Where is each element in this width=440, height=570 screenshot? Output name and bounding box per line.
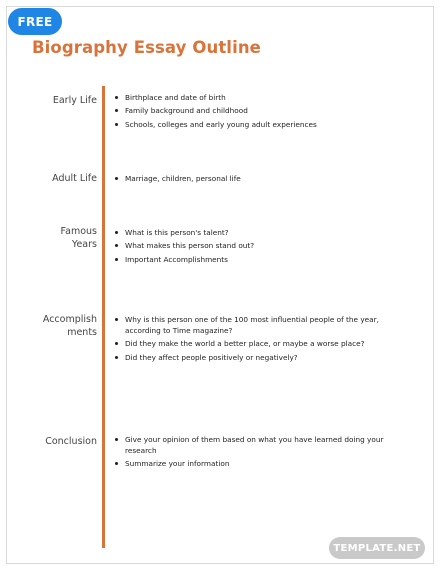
- list-item-text: Birthplace and date of birth: [125, 93, 226, 102]
- list-item: [115, 240, 400, 251]
- section-label-line: ments: [67, 327, 97, 338]
- section-label-line: Years: [71, 239, 97, 250]
- list-item-text: Schools, colleges and early young adult experiences: [125, 119, 317, 129]
- section-label-line: Early Life: [52, 95, 97, 106]
- list-item-text: Family background and childhood: [125, 106, 248, 116]
- document-title: Biography Essay Outline: [32, 38, 261, 57]
- list-item-text: Marriage, children, personal life: [125, 174, 241, 183]
- list-item-text: Important Accomplishments: [125, 254, 228, 264]
- list-item-text: Summarize your information: [125, 459, 230, 469]
- bullet-list: [115, 92, 400, 132]
- bullet-dot: [115, 462, 118, 465]
- timeline-line: [102, 86, 105, 548]
- section-label-line: Famous: [60, 226, 97, 237]
- list-item: [115, 173, 400, 184]
- list-item-text: Did they affect people positively or negatively?: [125, 352, 298, 362]
- list-item: [115, 227, 400, 238]
- document-page: [6, 6, 434, 564]
- list-item: [115, 92, 400, 103]
- list-item: [115, 352, 400, 363]
- bullet-dot: [115, 244, 118, 247]
- section-label: [17, 172, 97, 185]
- list-item-text: Why is this person one of the 100 most influential people of the year, according to Time magazine?: [125, 315, 379, 335]
- list-item-text: What makes this person stand out?: [125, 241, 255, 251]
- list-item-text: Give your opinion of them based on what you have learned doing your research: [125, 435, 384, 455]
- bullet-list: [115, 173, 400, 186]
- bullet-dot: [115, 96, 118, 99]
- list-item: [115, 458, 400, 469]
- template-net-watermark: TEMPLATE.NET: [329, 537, 425, 559]
- bullet-list: [115, 314, 400, 365]
- bullet-dot: [115, 438, 118, 441]
- bullet-dot: [115, 177, 118, 180]
- bullet-dot: [115, 123, 118, 126]
- list-item: [115, 434, 400, 456]
- list-item: [115, 314, 400, 336]
- bullet-dot: [115, 356, 118, 359]
- section-label: [17, 225, 97, 251]
- bullet-list: [115, 434, 400, 472]
- bullet-dot: [115, 318, 118, 321]
- free-badge: FREE: [8, 8, 62, 35]
- section-label: [17, 435, 97, 448]
- list-item-text: What is this person's talent?: [125, 228, 229, 237]
- bullet-dot: [115, 258, 118, 261]
- bullet-dot: [115, 231, 118, 234]
- list-item-text: Did they make the world a better place, or maybe a worse place?: [125, 339, 365, 349]
- section-label-line: Accomplish: [42, 314, 97, 325]
- section-label-line: Conclusion: [45, 436, 97, 447]
- bullet-list: [115, 227, 400, 267]
- list-item: [115, 105, 400, 116]
- bullet-dot: [115, 342, 118, 345]
- list-item: [115, 338, 400, 349]
- section-label-line: Adult Life: [52, 173, 97, 184]
- list-item: [115, 254, 400, 265]
- section-label: [17, 313, 97, 339]
- bullet-dot: [115, 109, 118, 112]
- section-label: [17, 94, 97, 107]
- list-item: [115, 119, 400, 130]
